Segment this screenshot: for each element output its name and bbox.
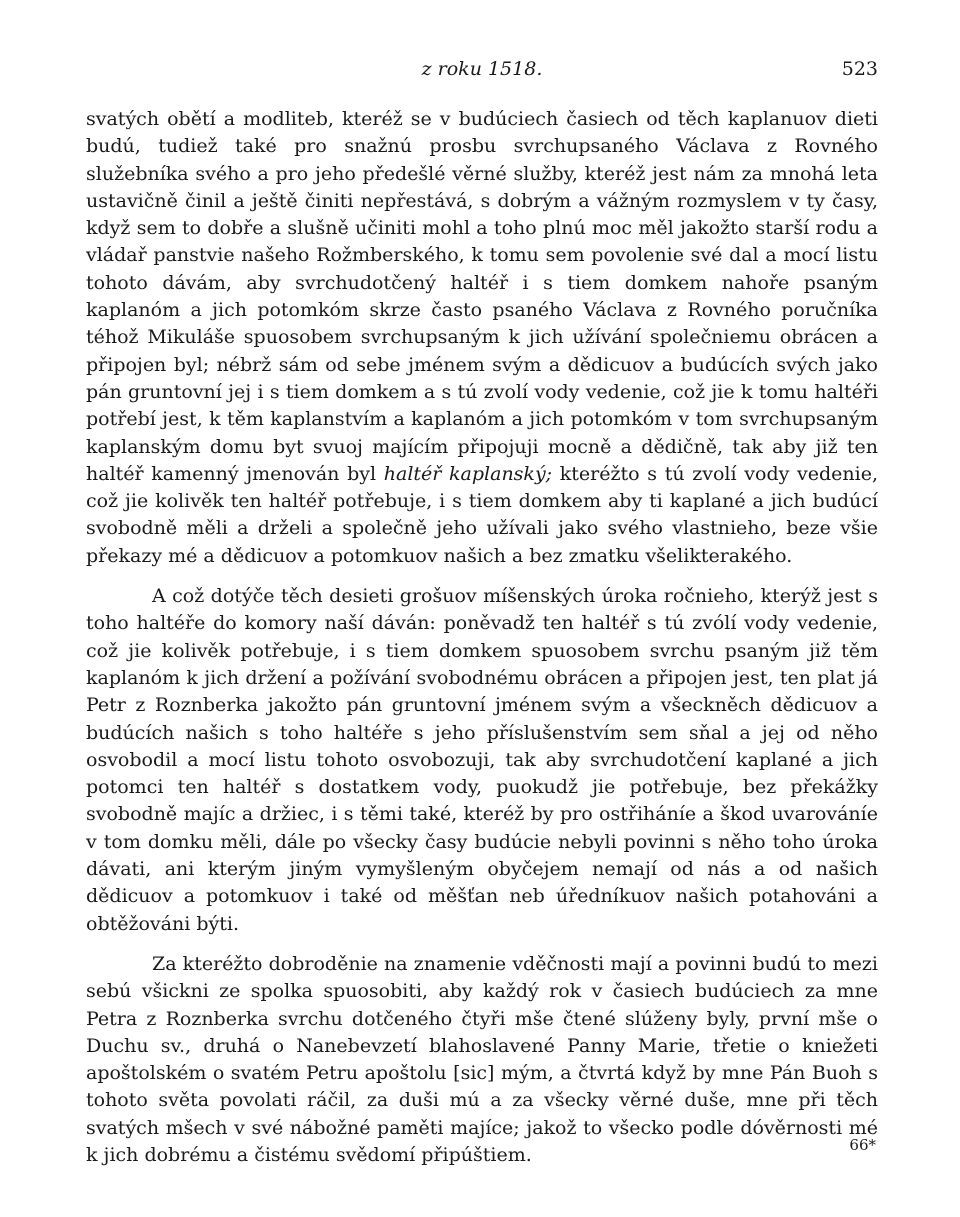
running-title: z roku 1518. bbox=[421, 58, 543, 80]
paragraph-3 bbox=[86, 951, 878, 1169]
signature-mark: 66* bbox=[849, 1136, 876, 1154]
paragraph-1 bbox=[86, 106, 878, 570]
paragraph-1-text-continued: kteréžto s tú zvolí vody vedenie, což jie kolivěk ten haltéř potřebuje, i s tiem domkem aby ti kaplané a jich budúcí svobodně měli a drželi a společně jeho užívali jako svého vlastnieho, beze všie překazy mé a dědicuov a potomkuov našich a bez zmatku všelikterakého. bbox=[86, 462, 879, 567]
paragraph-3-text: Za kteréžto dobroděnie na znamenie vděčnosti mají a povinni budú to mezi sebú všickni ze spolka spuosobiti, aby každý rok v časiech budúciech za mne Petra z Roznberka svrchu dotčeného čtyři mše čtené slúženy byly, první mše o Duchu sv., druhá o Nanebevzetí blahoslavené Panny Marie, třetie o kniežeti apoštolském o svatém Petru apoštolu [sic] mým, a čtvrtá když by mne Pán Buoh s tohoto světa povolati ráčil, za duši mú a za všecky věrné duše, mne při těch svatých mšech v své nábožné paměti majíce; jakož to všecko podle dóvěrnosti mé k jich dobrému a čistému svědomí připúštiem. bbox=[86, 952, 878, 1166]
page-header bbox=[86, 58, 878, 88]
paragraph-1-emphasis: haltéř kaplanský; bbox=[383, 462, 553, 485]
body-text bbox=[86, 106, 878, 1169]
page-number: 523 bbox=[841, 58, 878, 80]
paragraph-1-text: svatých obětí a modliteb, kteréž se v budúciech časiech od těch kaplanuov dieti budú, tudiež také pro snažnú prosbu svrchupsaného Václava z Rovného služebníka svého a pro jeho předešlé věrné služby, kteréž jest nám za mnohá leta ustavičně činil a ještě činiti nepřestává, s dobrým a vážným rozmyslem v ty časy, když sem to dobře a slušně učiniti mohl a toho plnú moc měl jakožto starší rodu a vládař panstvie našeho Rožmberského, k tomu sem povolenie své dal a mocí listu tohoto dávám, aby svrchudotčený haltéř i s tiem domkem nahoře psaným kaplanóm a jich potomkóm skrze často psaného Václava z Rovného poručníka téhož Mikuláše spuosobem svrchupsaným k jich užívání společniemu obrácen a připojen byl; nébrž sám od sebe jménem svým a dědicuov a budúcích svých jako pán gruntovní jej i s tiem domkem a s tú zvolí vody vedenie, což jie k tomu haltéři potřebí jest, k těm kaplanstvím a kaplanóm a jich potomkóm v tom svrchupsaným kaplanským domu byt svuoj majícím připojuji mocně a dědičně, tak aby již ten haltéř kamenný jmenován byl bbox=[86, 108, 878, 485]
paragraph-2 bbox=[86, 583, 878, 938]
paragraph-2-text: A což dotýče těch desieti grošuov míšenských úroka ročnieho, kterýž jest s toho haltéře do komory naší dáván: poněvadž ten haltéř s tú zvólí vody vedenie, což jie kolivěk potřebuje, i s tiem domkem spuosobem svrchu psaným již těm kaplanóm k jich držení a požívání svobodnému obrácen a připojen jest, ten plat já Petr z Roznberka jakožto pán gruntovní jménem svým a všeckněch dědicuov a budúcích našich s toho haltéře s jeho příslušenstvím sem sňal a jej od něho osvobodil a mocí listu tohoto osvobozuji, tak aby svrchudotčení kaplané a jich potomci ten haltéř s dostatkem vody, puokudž jie potřebuje, bez překážky svobodně majíc a držiec, i s těmi také, kteréž by pro ostřiháníe a škod uvarováníe v tom domku měli, dále po všecky časy budúcie nebyli povinni s něho toho úroka dávati, ani kterým jiným vymyšleným obyčejem nemají od nás a od našich dědicuov a potomkuov i také od měšťan neb úředníkuov našich potahováni a obtěžováni býti. bbox=[86, 585, 878, 935]
